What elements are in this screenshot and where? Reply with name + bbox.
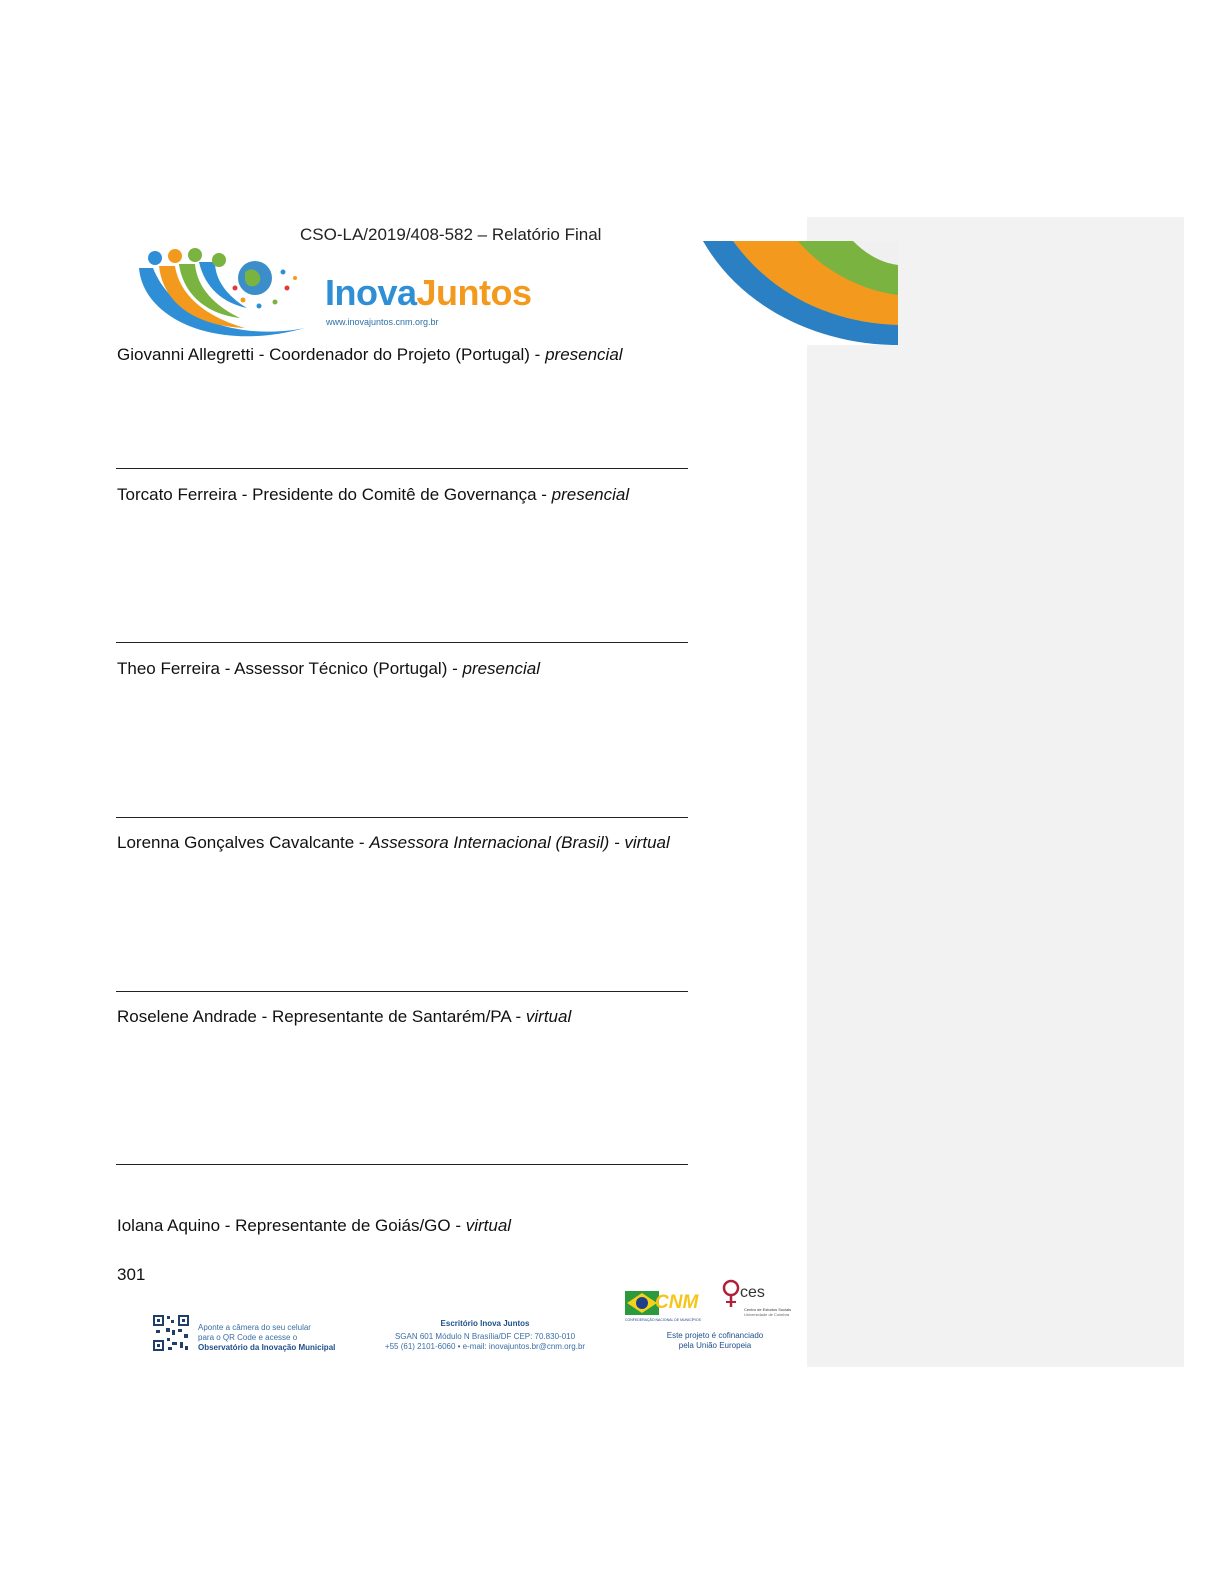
signatory-entry-4 bbox=[117, 833, 670, 853]
page-footer bbox=[150, 1285, 805, 1360]
signatory-name: Giovanni Allegretti bbox=[117, 345, 255, 364]
attendance-mode: virtual bbox=[465, 1216, 512, 1235]
signature-line bbox=[116, 468, 688, 469]
qr-code-icon bbox=[152, 1314, 190, 1352]
page-number: 301 bbox=[117, 1265, 146, 1284]
signatory-role: - Representante de Santarém/PA - bbox=[256, 1007, 526, 1026]
signatory-name: Iolana Aquino bbox=[117, 1216, 221, 1235]
attendance-mode: presencial bbox=[551, 485, 630, 504]
signatory-role: - Representante de Goiás/GO - bbox=[220, 1216, 466, 1235]
signatory-name: Lorenna Gonçalves Cavalcante bbox=[117, 833, 355, 852]
signature-line bbox=[116, 991, 688, 992]
signatory-role: - Presidente do Comitê de Governança - bbox=[236, 485, 552, 504]
eu-cofinancing-note: Este projeto é cofinanciado pela União Europeia bbox=[666, 1331, 764, 1350]
cnm-logo bbox=[625, 1285, 715, 1325]
signature-line bbox=[116, 817, 688, 818]
signatory-role-prefix: - bbox=[354, 833, 370, 852]
inovajuntos-logo bbox=[135, 248, 565, 346]
cnm-subtitle: CONFEDERAÇÃO NACIONAL DE MUNICÍPIOS bbox=[625, 1318, 701, 1322]
office-contact: Escritório Inova Juntos SGAN 601 Módulo N Brasília/DF CEP: 70.830-010 +55 (61) 2101-6060 • e-mail: inovajuntos.br@cnm.org.br bbox=[384, 1319, 586, 1351]
signatory-name: Theo Ferreira bbox=[117, 659, 220, 678]
cnm-wordmark: CNM bbox=[655, 1292, 699, 1313]
ces-subtitle-2: Universidade de Coimbra bbox=[744, 1312, 790, 1317]
attendance-mode: presencial bbox=[545, 345, 623, 364]
signatory-entry-6 bbox=[117, 1216, 511, 1236]
signatory-name: Torcato Ferreira bbox=[117, 485, 237, 504]
ces-wordmark: ces bbox=[740, 1284, 765, 1301]
signature-line bbox=[116, 642, 688, 643]
attendance-mode: virtual bbox=[525, 1007, 572, 1026]
comment-sidebar bbox=[807, 217, 1184, 1367]
signatory-role: - Coordenador do Projeto (Portugal) - bbox=[254, 345, 546, 364]
signatory-entry-5 bbox=[117, 1007, 571, 1027]
signatory-role: - Assessor Técnico (Portugal) - bbox=[219, 659, 463, 678]
report-header-text: CSO-LA/2019/408-582 – Relatório Final bbox=[300, 225, 602, 240]
signatory-role: Assessora Internacional (Brasil) - virtual bbox=[369, 833, 670, 852]
signatory-entry-2 bbox=[117, 485, 629, 505]
signature-line bbox=[116, 1164, 688, 1165]
signatory-name: Roselene Andrade bbox=[117, 1007, 257, 1026]
signatory-entry-1 bbox=[117, 345, 623, 365]
qr-caption: Aponte a câmera do seu celular para o QR Code e acesse o Observatório da Inovação Municipal bbox=[198, 1323, 336, 1352]
ces-logo bbox=[722, 1279, 804, 1325]
attendance-mode: presencial bbox=[462, 659, 540, 678]
banner-corner-decoration bbox=[703, 241, 898, 345]
ces-subtitle-1: Centro de Estudos Sociais bbox=[744, 1307, 792, 1312]
logo-wordmark: InovaJuntos bbox=[325, 272, 532, 313]
logo-url: www.inovajuntos.cnm.org.br bbox=[326, 317, 439, 327]
signatory-entry-3 bbox=[117, 659, 540, 679]
